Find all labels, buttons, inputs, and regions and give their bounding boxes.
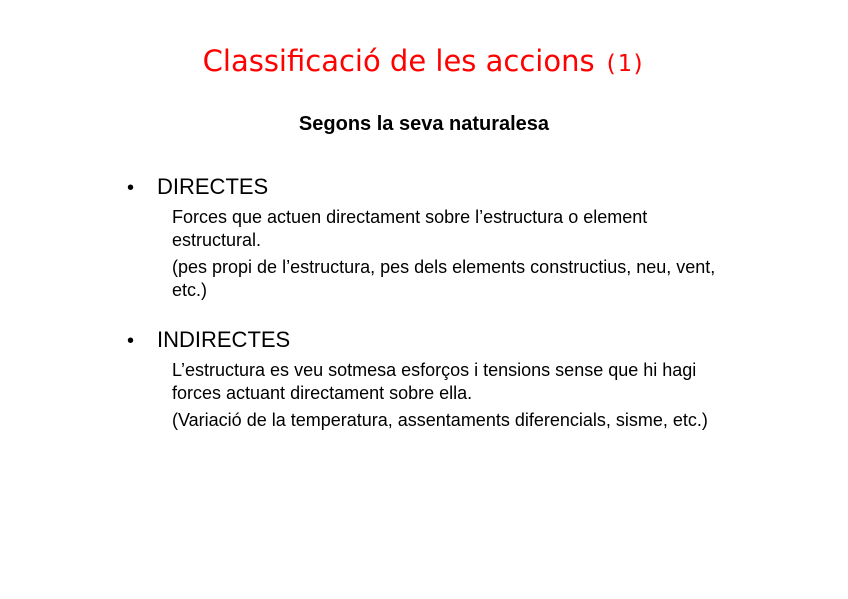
bullet-icon: •	[127, 177, 135, 199]
bullet-icon: •	[127, 330, 135, 352]
section-heading-row	[127, 326, 747, 355]
section-heading: DIRECTES	[157, 174, 269, 199]
section-description: L’estructura es veu sotmesa esforços i tensions sense que hi hagi forces actuant directament sobre ella.	[172, 360, 697, 403]
section-examples: (Variació de la temperatura, assentaments diferencials, sisme, etc.)	[172, 410, 708, 430]
slide-subtitle: Segons la seva naturalesa	[298, 113, 550, 135]
section-directes	[127, 173, 747, 302]
section-description: Forces que actuen directament sobre l’estructura o element estructural.	[172, 207, 648, 250]
title-number: (1)	[603, 51, 646, 77]
section-indirectes	[127, 326, 747, 432]
section-examples: (pes propi de l’estructura, pes dels elements constructius, neu, vent, etc.)	[172, 257, 716, 300]
slide-title	[0, 44, 848, 78]
section-heading-row	[127, 173, 747, 202]
title-text: Classificació de les accions	[202, 44, 595, 78]
section-heading: INDIRECTES	[157, 327, 291, 352]
